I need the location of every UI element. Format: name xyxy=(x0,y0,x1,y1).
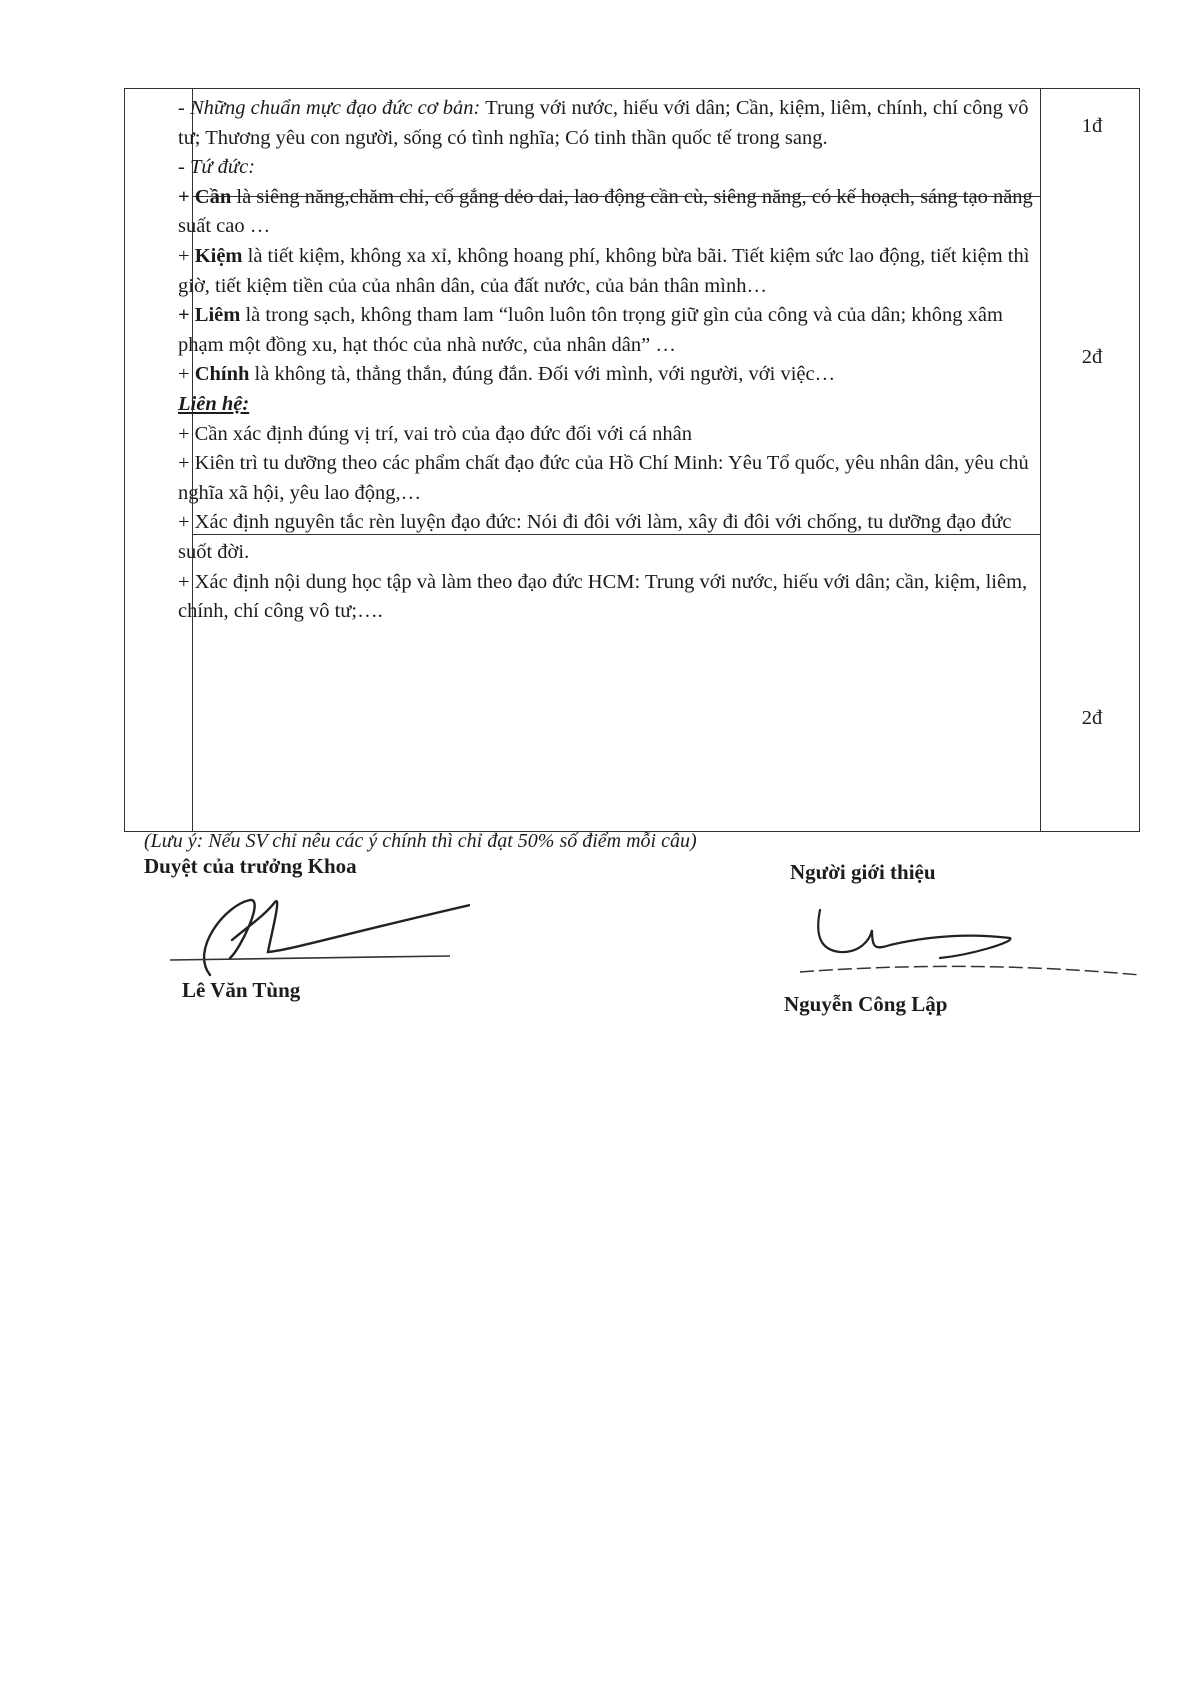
answer-item xyxy=(178,390,1042,420)
answer-text: là tiết kiệm, không xa xỉ, không hoang phí, không bừa bãi. Tiết kiệm sức lao động, tiết kiệm thì giờ, tiết kiệm tiền của của nhân dân, của đất nước, của bản thân mình… xyxy=(178,244,1030,297)
answer-item xyxy=(178,508,1042,567)
answer-text: + xyxy=(178,244,195,267)
answer-text: + Liêm xyxy=(178,304,241,327)
introducer-signature xyxy=(800,900,1140,980)
answer-text: Kiệm xyxy=(194,244,243,267)
answer-item xyxy=(178,568,1042,627)
answer-text: + Cần xác định đúng vị trí, vai trò của đạo đức đối với cá nhân xyxy=(178,422,692,445)
answer-item xyxy=(178,94,1042,153)
answer-item xyxy=(178,301,1042,360)
introducer-name: Nguyễn Công Lập xyxy=(784,992,948,1016)
answer-item xyxy=(178,360,1042,390)
answer-text: - Tứ đức: xyxy=(178,156,256,179)
score-3: 2đ xyxy=(1081,707,1103,729)
answer-text: Liên hệ: xyxy=(178,392,250,415)
answer-item xyxy=(178,242,1042,301)
answer-text: + Kiên trì tu dưỡng theo các phẩm chất đạo đức của Hồ Chí Minh: Yêu Tổ quốc, yêu nhân dân, yêu chủ nghĩa xã hội, yêu lao động,… xyxy=(178,452,1029,504)
answer-text: + xyxy=(178,363,195,386)
answer-content xyxy=(178,94,1042,627)
answer-text: + Xác định nguyên tắc rèn luyện đạo đức: Nói đi đôi với làm, xây đi đôi với chống, tu dưỡng đạo đức suốt đời. xyxy=(178,511,1012,563)
answer-item xyxy=(178,420,1042,450)
dean-approval-title: Duyệt của trưởng Khoa xyxy=(144,854,357,878)
answer-text: là siêng năng,chăm chỉ, cố gắng dẻo dai, lao động cần cù, siêng năng, có kế hoạch, sáng tạo năng suất cao … xyxy=(178,185,1033,238)
answer-text: là không tà, thẳng thắn, đúng đắn. Đối với mình, với người, với việc… xyxy=(249,363,836,386)
dean-name: Lê Văn Tùng xyxy=(182,978,301,1002)
answer-text: - Những chuẩn mực đạo đức cơ bản: xyxy=(178,97,481,119)
score-2: 2đ xyxy=(1081,346,1103,368)
dean-signature xyxy=(170,880,470,990)
grading-note: (Lưu ý: Nếu SV chỉ nêu các ý chính thì chỉ đạt 50% số điểm mỗi câu) xyxy=(144,830,697,852)
answer-text: Chính xyxy=(194,363,250,386)
answer-item xyxy=(178,183,1042,242)
score-1: 1đ xyxy=(1081,115,1103,137)
answer-text: + Xác định nội dung học tập và làm theo đạo đức HCM: Trung với nước, hiếu với dân; cần, kiệm, liêm, chính, chí công vô tư;…. xyxy=(178,570,1028,623)
answer-text: Trung với nước, hiếu với dân; Cần, kiệm, liêm, chính, chí công vô tư; Thương yêu con người, sống có tình nghĩa; Có tinh thần quốc tế trong sang. xyxy=(178,97,1029,149)
introducer-title: Người giới thiệu xyxy=(790,860,936,884)
answer-item xyxy=(178,449,1042,508)
answer-text: là trong sạch, không tham lam “luôn luôn tôn trọng giữ gìn của công và của dân; không xâm phạm một đồng xu, hạt thóc của nhà nước, của nhân dân” … xyxy=(178,304,1003,356)
answer-text: + Cần xyxy=(178,185,232,208)
answer-item xyxy=(178,153,1042,183)
